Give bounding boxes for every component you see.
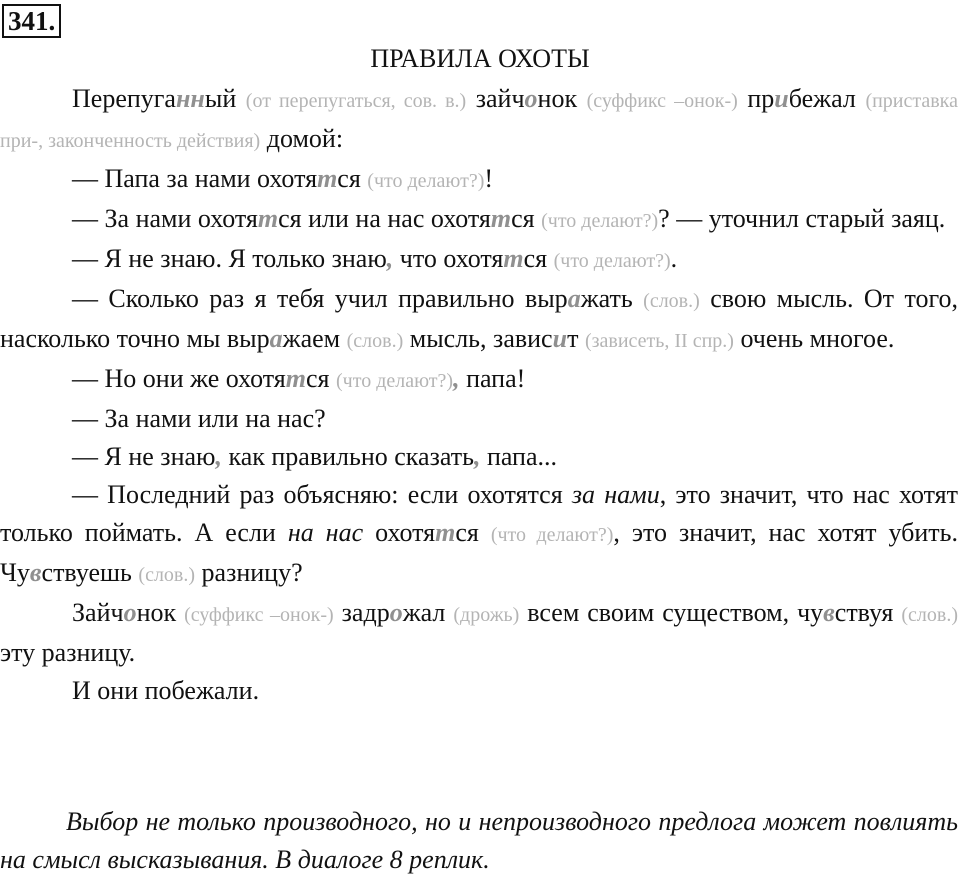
grammar-note: (слов.) bbox=[346, 330, 404, 352]
paragraph bbox=[0, 476, 958, 594]
text-segment: — Папа за нами охотя bbox=[72, 164, 318, 193]
text-segment: зайч bbox=[466, 84, 525, 113]
highlighted-letter: а bbox=[567, 284, 581, 313]
exercise-text bbox=[0, 80, 958, 710]
highlighted-letter: т bbox=[317, 164, 338, 193]
highlighted-letter: в bbox=[823, 598, 835, 627]
text-segment: т bbox=[567, 324, 585, 353]
text-segment: — Я не знаю bbox=[72, 442, 216, 471]
text-segment: всем своим существом, чу bbox=[519, 598, 824, 627]
highlighted-letter: в bbox=[29, 558, 42, 587]
text-segment: — За нами или на нас? bbox=[72, 404, 326, 433]
highlighted-letter: о bbox=[524, 84, 538, 113]
footer-note bbox=[0, 803, 958, 879]
text-segment: эту разницу. bbox=[0, 638, 136, 667]
grammar-note: (что делают?) bbox=[490, 524, 614, 546]
paragraph bbox=[0, 360, 958, 400]
text-segment: ствуя bbox=[834, 598, 902, 627]
highlighted-letter: т bbox=[435, 518, 456, 547]
grammar-note: (слов.) bbox=[643, 290, 700, 312]
text-segment: , это значит, что нас хотят только поймать. А если bbox=[0, 480, 958, 547]
text-segment: что охотя bbox=[393, 244, 504, 273]
text-segment: как правильно сказать bbox=[221, 442, 474, 471]
grammar-note: (слов.) bbox=[901, 604, 958, 626]
text-segment: мысль, завис bbox=[403, 324, 553, 353]
text-segment: очень многое. bbox=[733, 324, 895, 353]
text-segment: — За нами охотя bbox=[72, 204, 258, 233]
paragraph bbox=[0, 438, 958, 476]
highlighted-letter: , bbox=[386, 244, 394, 273]
highlighted-letter: , bbox=[473, 442, 481, 471]
text-segment: пр bbox=[737, 84, 775, 113]
grammar-note: (зависеть, II спр.) bbox=[584, 330, 734, 352]
grammar-note: (что делают?) bbox=[541, 210, 659, 232]
text-segment: , это значит, нас хотят убить. Чу bbox=[0, 518, 959, 587]
grammar-note: (что делают?) bbox=[553, 250, 671, 272]
highlighted-letter: и bbox=[552, 324, 568, 353]
text-segment: — Я не знаю. Я только знаю bbox=[72, 244, 387, 273]
grammar-note: (приставка при-, законченность действия) bbox=[0, 90, 958, 152]
text-segment: домой: bbox=[260, 124, 344, 153]
text-segment: жать bbox=[580, 284, 644, 313]
text-segment: — Последний раз объясняю: если охотятся bbox=[72, 480, 572, 509]
grammar-note: (суффикс –онок-) bbox=[184, 604, 334, 626]
highlighted-letter: о bbox=[123, 598, 137, 627]
text-segment: ся bbox=[511, 204, 542, 233]
grammar-note: (дрожь) bbox=[453, 604, 520, 626]
text-segment: охотя bbox=[363, 518, 436, 547]
text-segment: жаем bbox=[282, 324, 347, 353]
paragraph bbox=[0, 160, 958, 200]
text-segment: папа... bbox=[480, 442, 558, 471]
text-segment: ся bbox=[523, 244, 554, 273]
text-segment: ся bbox=[306, 364, 336, 393]
exercise-number: 341. bbox=[2, 4, 61, 38]
text-segment: бежал bbox=[788, 84, 866, 113]
paragraph bbox=[0, 400, 958, 438]
text-segment: нок bbox=[136, 598, 185, 627]
highlighted-letter: т bbox=[490, 204, 512, 233]
text-segment: Зайч bbox=[72, 598, 124, 627]
grammar-note: (слов.) bbox=[138, 564, 196, 586]
text-segment: ый bbox=[204, 84, 246, 113]
text-segment: разницу? bbox=[195, 558, 303, 587]
grammar-note: (что делают?) bbox=[367, 170, 485, 192]
highlighted-letter: о bbox=[389, 598, 403, 627]
text-segment: ся bbox=[337, 164, 368, 193]
paragraph bbox=[0, 80, 958, 160]
paragraph bbox=[0, 280, 958, 360]
text-segment: ся bbox=[455, 518, 491, 547]
text-segment: свою мысль. От того, насколько точно мы выр bbox=[0, 284, 958, 353]
text-segment: — Но они же охотя bbox=[72, 364, 286, 393]
highlighted-letter: нн bbox=[175, 84, 205, 113]
italic-phrase: на нас bbox=[287, 518, 364, 547]
highlighted-letter: , bbox=[453, 364, 460, 393]
highlighted-letter: т bbox=[257, 204, 279, 233]
text-segment: ! bbox=[484, 164, 494, 193]
italic-phrase: за нами bbox=[571, 480, 660, 509]
paragraph bbox=[0, 240, 958, 280]
paragraph bbox=[0, 672, 958, 710]
text-segment: ? — уточнил старый заяц. bbox=[658, 204, 946, 233]
text-segment: ствуешь bbox=[41, 558, 139, 587]
footer-text: Выбор не только производного, но и непроизводного предлога может повлиять на смысл высказывания. В диалоге 8 реплик. bbox=[0, 807, 958, 874]
highlighted-letter: а bbox=[269, 324, 283, 353]
highlighted-letter: и bbox=[774, 84, 789, 113]
highlighted-letter: , bbox=[215, 442, 222, 471]
grammar-note: (от перепугаться, сов. в.) bbox=[245, 90, 467, 112]
highlighted-letter: т bbox=[285, 364, 306, 393]
grammar-note: (суффикс –онок-) bbox=[586, 90, 738, 112]
paragraph bbox=[0, 594, 958, 672]
grammar-note: (что делают?) bbox=[336, 370, 454, 392]
text-segment: жал bbox=[402, 598, 454, 627]
text-segment: . bbox=[670, 244, 678, 273]
paragraph bbox=[0, 200, 958, 240]
text-segment: Перепуга bbox=[72, 84, 176, 113]
text-segment: — Сколько раз я тебя учил правильно выр bbox=[72, 284, 568, 313]
text-segment: ся или на нас охотя bbox=[278, 204, 491, 233]
highlighted-letter: т bbox=[503, 244, 524, 273]
page-title: ПРАВИЛА ОХОТЫ bbox=[370, 44, 590, 73]
text-segment: папа! bbox=[459, 364, 526, 393]
text-segment: И они побежали. bbox=[72, 676, 260, 705]
text-segment: нок bbox=[537, 84, 587, 113]
text-segment: задр bbox=[333, 598, 390, 627]
